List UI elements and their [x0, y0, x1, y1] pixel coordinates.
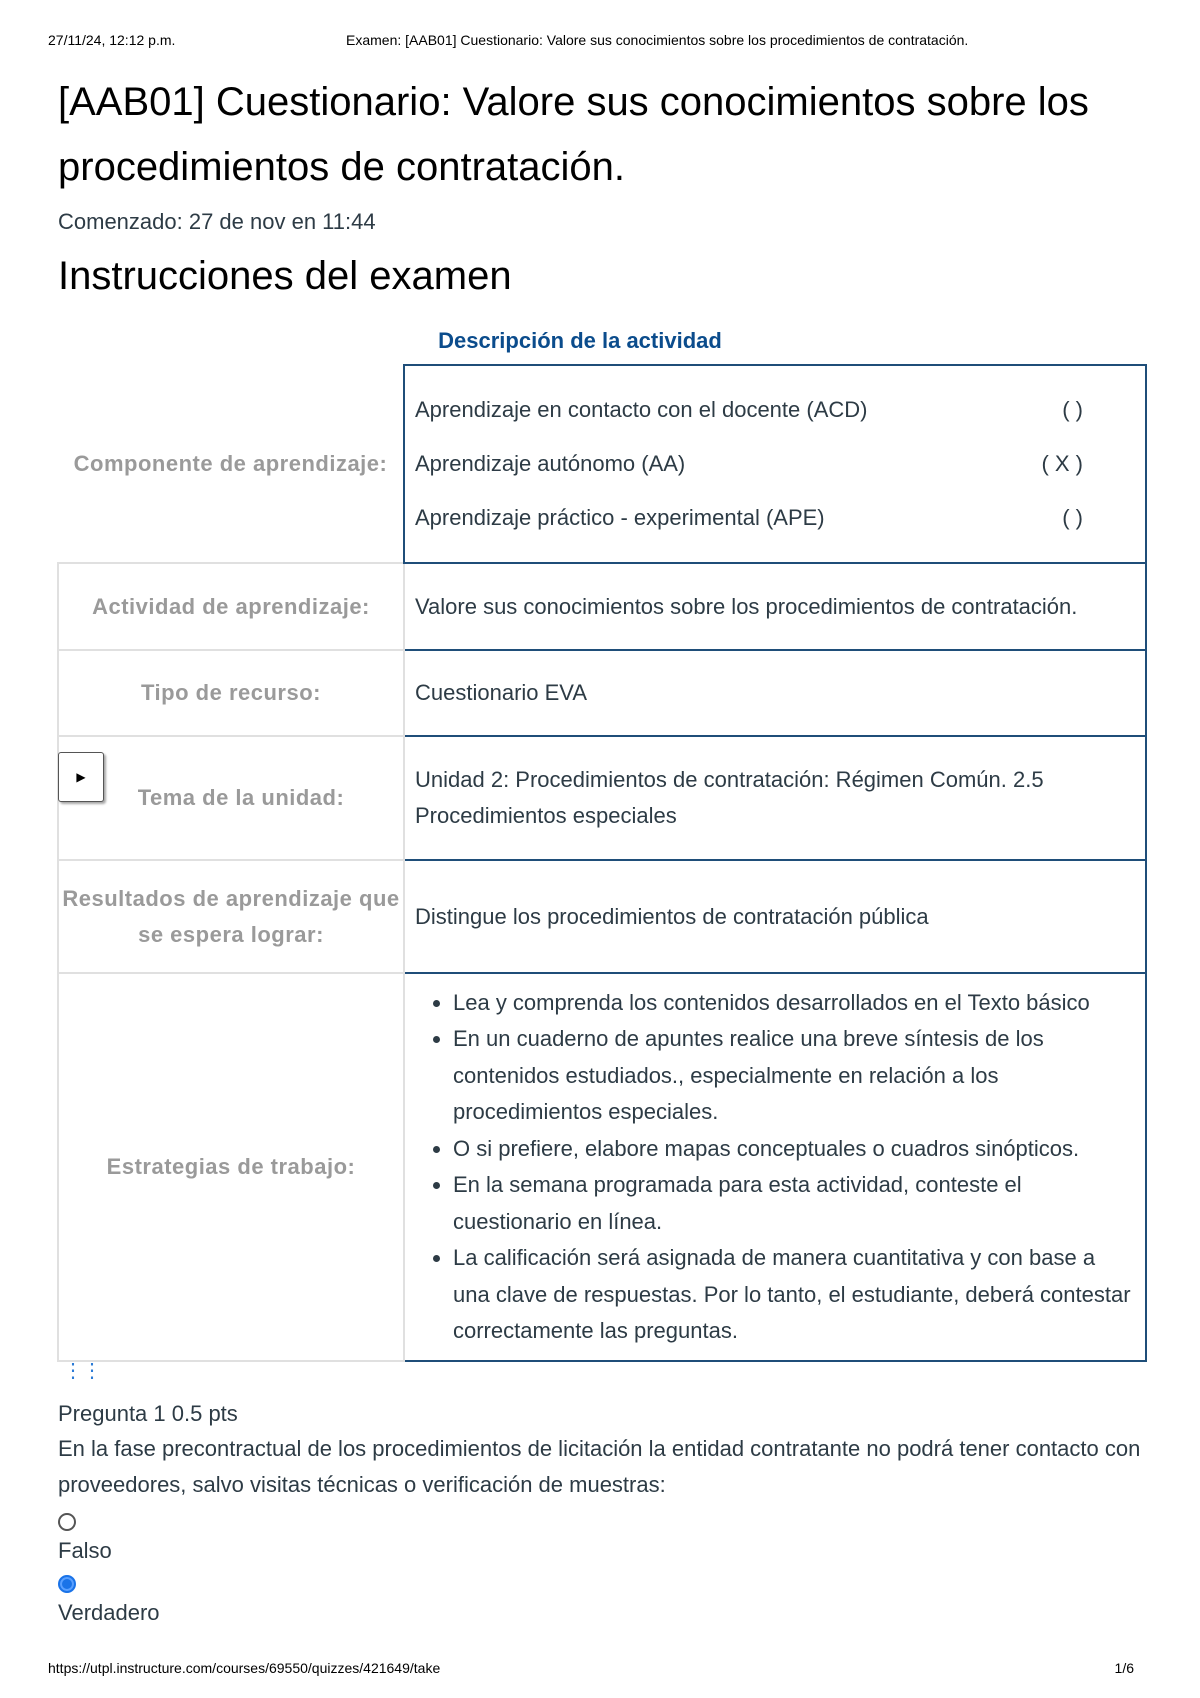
list-item: Aprendizaje en contacto con el docente (ACD) ( ): [415, 383, 1135, 437]
question-1: [58, 1397, 1148, 1627]
print-date: 27/11/24, 12:12 p.m.: [48, 32, 176, 48]
drag-handle-icon[interactable]: ⋮⋮: [63, 1360, 101, 1382]
activity-value: Valore sus conocimientos sobre los procedimientos de contratación.: [404, 563, 1146, 650]
list-item: Aprendizaje práctico - experimental (APE) ( ): [415, 491, 1135, 545]
list-item: • En la semana programada para esta actividad, conteste el cuestionario en línea.: [453, 1167, 1135, 1240]
option-label: Falso: [58, 1538, 112, 1563]
component-mark: ( ): [1062, 397, 1083, 422]
page-number: 1/6: [1114, 1660, 1134, 1676]
component-mark: ( X ): [1041, 451, 1083, 476]
answer-option-verdadero[interactable]: [58, 1575, 1148, 1627]
component-label: Componente de aprendizaje:: [73, 450, 388, 476]
started-timestamp: Comenzado: 27 de nov en 11:44: [58, 209, 376, 234]
unit-label: Tema de la unidad:: [58, 736, 404, 860]
print-doc-title: Examen: [AAB01] Cuestionario: Valore sus conocimientos sobre los procedimientos de contratación.: [346, 32, 969, 48]
results-label: Resultados de aprendizaje que se espera lograr:: [58, 860, 404, 973]
resource-value: Cuestionario EVA: [404, 650, 1146, 736]
option-label: Verdadero: [58, 1600, 160, 1625]
results-value: Distingue los procedimientos de contratación pública: [404, 860, 1146, 973]
radio-button[interactable]: [58, 1513, 76, 1531]
resource-label: Tipo de recurso:: [58, 650, 404, 736]
answer-option-falso[interactable]: [58, 1513, 1148, 1565]
play-triangle-icon: ▶: [76, 770, 86, 784]
page-url: https://utpl.instructure.com/courses/69550/quizzes/421649/take: [48, 1660, 441, 1676]
table-row: [58, 973, 1146, 1361]
question-text: En la fase precontractual de los procedimientos de licitación la entidad contratante no podrá tener contacto con proveedores, salvo visitas técnicas o verificación de muestras:: [58, 1436, 1141, 1497]
list-item: • O si prefiere, elabore mapas conceptuales o cuadros sinópticos.: [453, 1131, 1135, 1168]
table-row: [58, 365, 1146, 563]
list-item: • Lea y comprenda los contenidos desarrollados en el Texto básico: [453, 985, 1135, 1022]
strategies-value: [404, 973, 1146, 1361]
list-item: • La calificación será asignada de manera cuantitativa y con base a una clave de respuestas. Por lo tanto, el estudiante, deberá contestar correctamente las preguntas.: [453, 1240, 1135, 1350]
strategies-label: Estrategias de trabajo:: [58, 973, 404, 1361]
print-footer: [48, 1660, 1152, 1680]
print-header: [48, 32, 1152, 52]
component-values: [404, 365, 1146, 563]
instructions-heading: Instrucciones del examen: [58, 254, 512, 298]
activity-description-heading: Descripción de la actividad: [438, 328, 722, 353]
quiz-header: [58, 70, 1148, 304]
component-mark: ( ): [1062, 505, 1083, 530]
table-row: [58, 860, 1146, 973]
unit-value: Unidad 2: Procedimientos de contratación: Régimen Común. 2.5 Procedimientos especiales: [404, 736, 1146, 860]
expand-toggle-button[interactable]: [58, 752, 104, 802]
table-row: [58, 736, 1146, 860]
question-header: Pregunta 1 0.5 pts: [58, 1401, 238, 1426]
list-item: Aprendizaje autónomo (AA) ( X ): [415, 437, 1135, 491]
list-item: • En un cuaderno de apuntes realice una breve síntesis de los contenidos estudiados., especialmente en relación a los procedimientos especiales.: [453, 1021, 1135, 1131]
strategies-list: [415, 985, 1135, 1350]
activity-label: Actividad de aprendizaje:: [58, 563, 404, 650]
table-row: [58, 563, 1146, 650]
activity-description-table: [57, 364, 1147, 1362]
table-row: [58, 650, 1146, 736]
page-title: [AAB01] Cuestionario: Valore sus conocimientos sobre los procedimientos de contratación.: [58, 80, 1089, 189]
radio-button-selected[interactable]: [58, 1575, 76, 1593]
